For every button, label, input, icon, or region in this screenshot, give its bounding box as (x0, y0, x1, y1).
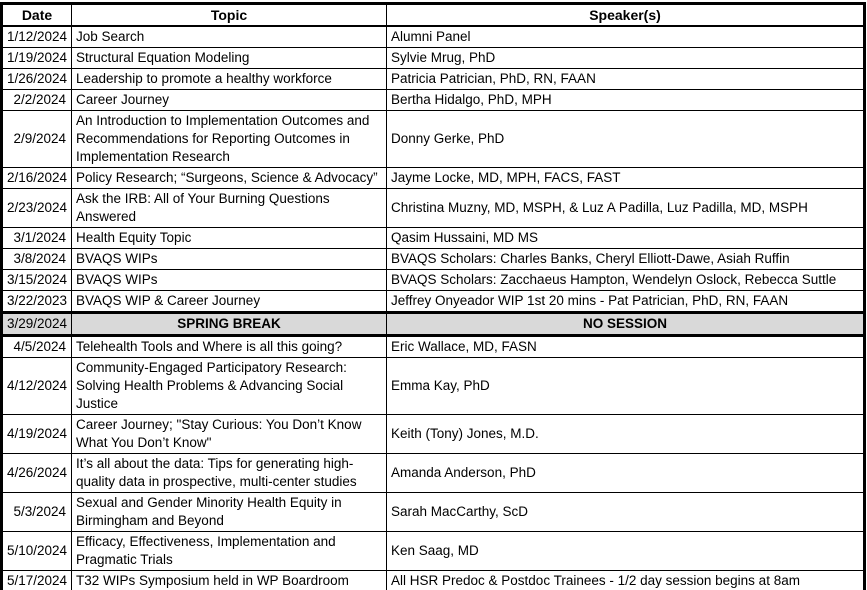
date-cell: 5/17/2024 (2, 571, 72, 590)
date-cell: 2/16/2024 (2, 168, 72, 189)
topic-cell: Policy Research; “Surgeons, Science & Advocacy” (72, 168, 387, 189)
speakers-cell: Sylvie Mrug, PhD (387, 48, 865, 69)
topic-cell: An Introduction to Implementation Outcomes and Recommendations for Reporting Outcomes in Implementation Research (72, 111, 387, 168)
table-row (2, 26, 865, 48)
speakers-cell: Jayme Locke, MD, MPH, FACS, FAST (387, 168, 865, 189)
topic-cell: SPRING BREAK (72, 313, 387, 336)
speakers-cell: NO SESSION (387, 313, 865, 336)
speakers-cell: Bertha Hidalgo, PhD, MPH (387, 90, 865, 111)
topic-cell: It’s all about the data: Tips for generating high-quality data in prospective, multi-center studies (72, 454, 387, 493)
speakers-cell: Christina Muzny, MD, MSPH, & Luz A Padilla, Luz Padilla, MD, MSPH (387, 189, 865, 228)
topic-cell: Leadership to promote a healthy workforce (72, 69, 387, 90)
date-cell: 1/19/2024 (2, 48, 72, 69)
date-cell: 1/12/2024 (2, 26, 72, 48)
table-row (2, 69, 865, 90)
table-row (2, 313, 865, 336)
table-row (2, 493, 865, 532)
topic-cell: Health Equity Topic (72, 228, 387, 249)
table-row (2, 189, 865, 228)
speakers-cell: Emma Kay, PhD (387, 358, 865, 415)
date-cell: 4/12/2024 (2, 358, 72, 415)
table-row (2, 532, 865, 571)
speakers-cell: Keith (Tony) Jones, M.D. (387, 415, 865, 454)
header-topic: Topic (72, 4, 387, 27)
table-row (2, 358, 865, 415)
table-row (2, 228, 865, 249)
date-cell: 4/19/2024 (2, 415, 72, 454)
speakers-cell: BVAQS Scholars: Charles Banks, Cheryl Elliott-Dawe, Asiah Ruffin (387, 249, 865, 270)
date-cell: 3/8/2024 (2, 249, 72, 270)
speakers-cell: Qasim Hussaini, MD MS (387, 228, 865, 249)
table-row (2, 111, 865, 168)
speakers-cell: Jeffrey Onyeador WIP 1st 20 mins - Pat Patrician, PhD, RN, FAAN (387, 291, 865, 313)
date-cell: 3/22/2023 (2, 291, 72, 313)
topic-cell: Structural Equation Modeling (72, 48, 387, 69)
topic-cell: Career Journey (72, 90, 387, 111)
topic-cell: BVAQS WIPs (72, 249, 387, 270)
topic-cell: BVAQS WIPs (72, 270, 387, 291)
table-row (2, 249, 865, 270)
table-row (2, 415, 865, 454)
table-row (2, 90, 865, 111)
topic-cell: Efficacy, Effectiveness, Implementation and Pragmatic Trials (72, 532, 387, 571)
seminar-schedule-table (0, 2, 866, 590)
speakers-cell: BVAQS Scholars: Zacchaeus Hampton, Wendelyn Oslock, Rebecca Suttle (387, 270, 865, 291)
speakers-cell: Amanda Anderson, PhD (387, 454, 865, 493)
date-cell: 2/23/2024 (2, 189, 72, 228)
speakers-cell: Sarah MacCarthy, ScD (387, 493, 865, 532)
table-row (2, 48, 865, 69)
topic-cell: Community-Engaged Participatory Research: Solving Health Problems & Advancing Social Justice (72, 358, 387, 415)
speakers-cell: All HSR Predoc & Postdoc Trainees - 1/2 day session begins at 8am (387, 571, 865, 590)
table-row (2, 291, 865, 313)
speakers-cell: Patricia Patrician, PhD, RN, FAAN (387, 69, 865, 90)
date-cell: 5/10/2024 (2, 532, 72, 571)
topic-cell: Sexual and Gender Minority Health Equity in Birmingham and Beyond (72, 493, 387, 532)
schedule-body (2, 26, 865, 590)
date-cell: 3/15/2024 (2, 270, 72, 291)
topic-cell: Telehealth Tools and Where is all this going? (72, 336, 387, 358)
topic-cell: Career Journey; "Stay Curious: You Don’t Know What You Don’t Know" (72, 415, 387, 454)
date-cell: 5/3/2024 (2, 493, 72, 532)
topic-cell: Job Search (72, 26, 387, 48)
speakers-cell: Eric Wallace, MD, FASN (387, 336, 865, 358)
header-speakers: Speaker(s) (387, 4, 865, 27)
table-row (2, 336, 865, 358)
topic-cell: Ask the IRB: All of Your Burning Questions Answered (72, 189, 387, 228)
table-row (2, 168, 865, 189)
table-row (2, 270, 865, 291)
topic-cell: BVAQS WIP & Career Journey (72, 291, 387, 313)
date-cell: 2/2/2024 (2, 90, 72, 111)
topic-cell: T32 WIPs Symposium held in WP Boardroom (72, 571, 387, 590)
speakers-cell: Donny Gerke, PhD (387, 111, 865, 168)
header-date: Date (2, 4, 72, 27)
date-cell: 3/1/2024 (2, 228, 72, 249)
table-row (2, 571, 865, 590)
table-header (2, 4, 865, 27)
table-row (2, 454, 865, 493)
date-cell: 1/26/2024 (2, 69, 72, 90)
date-cell: 4/26/2024 (2, 454, 72, 493)
date-cell: 4/5/2024 (2, 336, 72, 358)
speakers-cell: Ken Saag, MD (387, 532, 865, 571)
header-row (2, 4, 865, 27)
date-cell: 2/9/2024 (2, 111, 72, 168)
date-cell: 3/29/2024 (2, 313, 72, 336)
speakers-cell: Alumni Panel (387, 26, 865, 48)
